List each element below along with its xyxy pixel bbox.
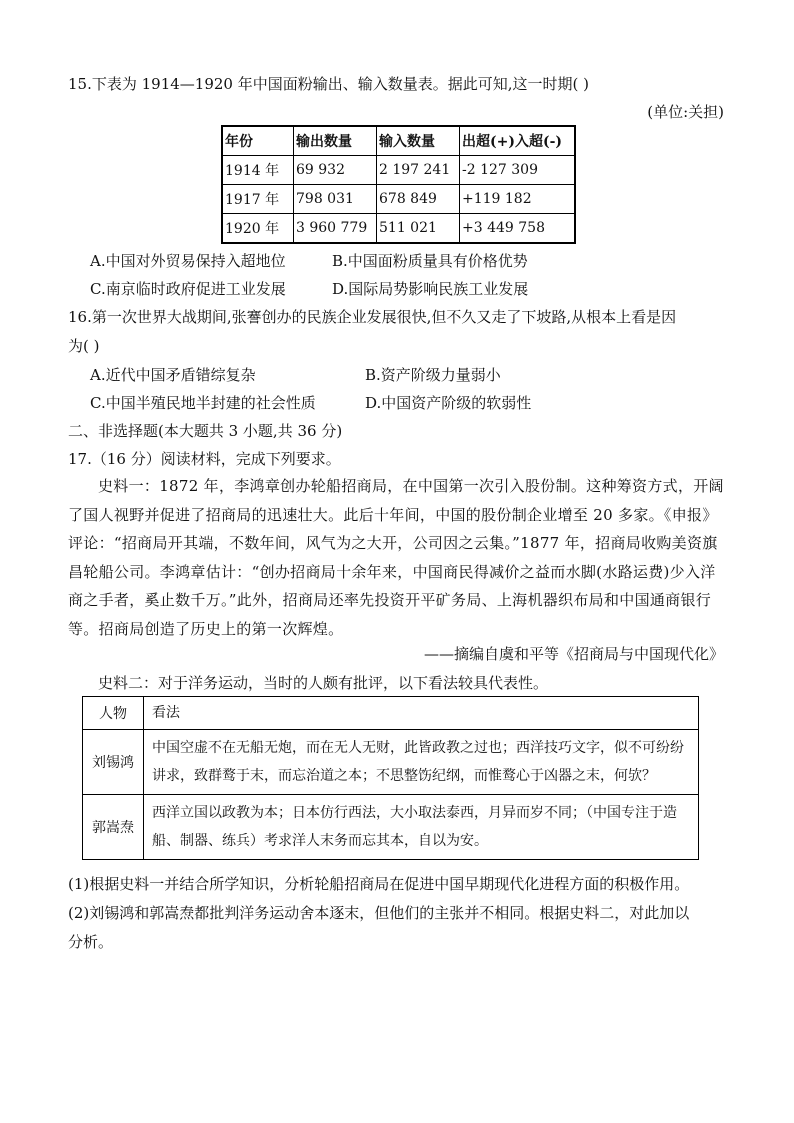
table-cell: 1920 年 (222, 214, 294, 244)
q15-option-a: A.中国对外贸易保持入超地位 (90, 252, 286, 270)
q16-option-d: D.中国资产阶级的软弱性 (365, 394, 532, 412)
q15-unit: (单位:关担) (647, 103, 724, 121)
table-cell: 678 849 (377, 185, 460, 214)
material-2-intro: 史料二：对于洋务运动，当时的人颇有批评，以下看法较具代表性。 (98, 674, 549, 692)
table-header-cell: 出超(+)入超(-) (460, 126, 576, 156)
table-cell: -2 127 309 (460, 156, 576, 185)
q16-stem: 16.第一次世界大战期间,张謇创办的民族企业发展很快,但不久又走了下坡路,从根本上看是因 (68, 308, 677, 326)
table-cell: +3 449 758 (460, 214, 576, 244)
requirement-2-cont: 分析。 (68, 933, 114, 951)
requirement-1: (1)根据史料一并结合所学知识，分析轮船招商局在促进中国早期现代化进程方面的积极作用。 (68, 875, 690, 893)
q15-option-b: B.中国面粉质量具有价格优势 (332, 252, 528, 270)
table-header-cell: 输入数量 (377, 126, 460, 156)
q16-option-c: C.中国半殖民地半封建的社会性质 (90, 394, 316, 412)
table-cell: 1917 年 (222, 185, 294, 214)
q17-stem: 17.（16 分）阅读材料，完成下列要求。 (68, 450, 341, 468)
table-row (222, 156, 575, 185)
table-cell: 511 021 (377, 214, 460, 244)
table-row (83, 730, 699, 795)
table-cell: 798 031 (294, 185, 377, 214)
q16-option-b: B.资产阶级力量弱小 (365, 366, 501, 384)
table-header-cell: 输出数量 (294, 126, 377, 156)
table-row (222, 185, 575, 214)
table-cell: 刘锡鸿 (83, 730, 144, 795)
material-1: 史料一：1872 年，李鸿章创办轮船招商局，在中国第一次引入股份制。这种筹资方式，开阔了国人视野并促进了招商局的迅速壮大。此后十年间，中国的股份制企业增至 20 多家。《申报》评论：“招商局开其端，不数年间，风气为之大开，公司因之云集。”1877 年，招商局收购美资旗昌轮船公司。李鸿章估计：“创办招商局十余年来，中国商民得减价之益而水脚(水路运费)少入洋商之手者，奚止数千万。”此外，招商局还率先投资开平矿务局、上海机器织布局和中国通商银行等。招商局创造了历史上的第一次辉煌。 (68, 477, 724, 638)
section-heading: 二、非选择题(本大题共 3 小题,共 36 分) (68, 422, 343, 440)
table-cell: 69 932 (294, 156, 377, 185)
table-header-row (222, 126, 575, 156)
table-row (222, 214, 575, 244)
table-header-cell: 看法 (144, 697, 699, 730)
q15-option-c: C.南京临时政府促进工业发展 (90, 280, 286, 298)
table-header-cell: 人物 (83, 697, 144, 730)
table-header-row (83, 697, 699, 730)
table-cell: 1914 年 (222, 156, 294, 185)
flour-trade-table (221, 125, 576, 244)
table-cell: 3 960 779 (294, 214, 377, 244)
table-cell: 中国空虚不在无船无炮，而在无人无财，此皆政教之过也；西洋技巧文字，似不可纷纷讲求，致群鹜于末，而忘治道之本；不思整饬纪纲，而惟鹜心于凶器之末，何欤？ (144, 730, 699, 795)
opinion-table (82, 696, 699, 860)
q15-stem: 15.下表为 1914—1920 年中国面粉输出、输入数量表。据此可知,这一时期( ) (68, 75, 589, 93)
requirement-2: (2)刘锡鸿和郭嵩焘都批判洋务运动舍本逐末，但他们的主张并不相同。根据史料二，对此加以 (68, 904, 690, 922)
q16-stem-cont: 为( ) (68, 337, 100, 355)
q16-option-a: A.近代中国矛盾错综复杂 (90, 366, 256, 384)
table-cell: +119 182 (460, 185, 576, 214)
table-row (83, 795, 699, 860)
table-header-cell: 年份 (222, 126, 294, 156)
q15-option-d: D.国际局势影响民族工业发展 (332, 280, 529, 298)
table-cell: 2 197 241 (377, 156, 460, 185)
material-source: ——摘编自虞和平等《招商局与中国现代化》 (423, 645, 724, 663)
table-cell: 西洋立国以政教为本；日本仿行西法，大小取法泰西，月异而岁不同；（中国专注于造船、制器、练兵）考求洋人末务而忘其本，自以为安。 (144, 795, 699, 860)
table-cell: 郭嵩焘 (83, 795, 144, 860)
